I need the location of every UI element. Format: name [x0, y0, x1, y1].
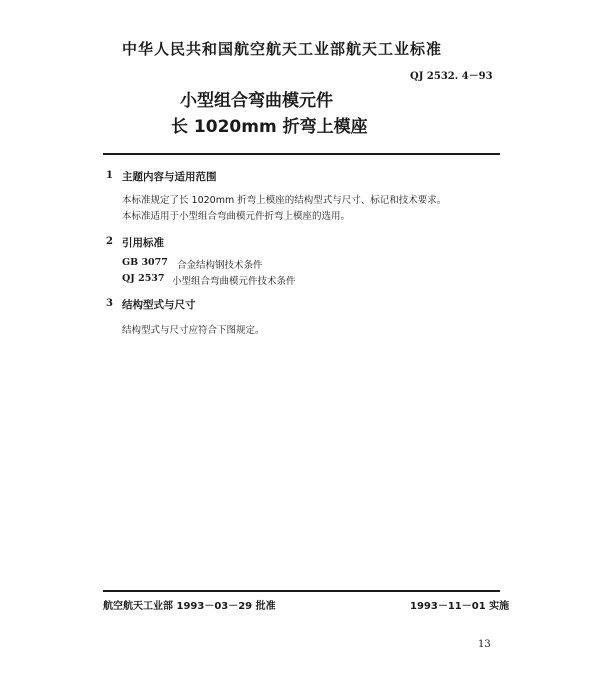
section-1-paragraph: 本标准适用于小型组合弯曲模元件折弯上模座的选用。	[122, 211, 351, 222]
document-title-line1: 小型组合弯曲模元件	[180, 91, 333, 111]
section-3-title: 结构型式与尺寸	[122, 299, 196, 311]
reference-name: 小型组合弯曲模元件技术条件	[172, 276, 296, 287]
document-title-line2: 长 1020mm 折弯上模座	[171, 117, 368, 137]
approval-note: 航空航天工业部 1993－03－29 批准	[103, 601, 276, 612]
section-3-paragraph: 结构型式与尺寸应符合下图规定。	[122, 325, 265, 336]
section-1-title: 主题内容与适用范围	[122, 171, 217, 183]
page-number: 13	[478, 639, 491, 650]
section-2-title: 引用标准	[122, 237, 164, 249]
section-3-number: 3	[106, 298, 113, 309]
header-divider	[103, 153, 500, 155]
footer-divider	[103, 590, 500, 592]
reference-code: QJ 2537	[122, 273, 165, 284]
implementation-date: 1993－11－01 实施	[410, 601, 510, 612]
section-1-paragraph: 本标准规定了长 1020mm 折弯上模座的结构型式与尺寸、标记和技术要求。	[122, 195, 447, 206]
reference-code: GB 3077	[122, 257, 168, 268]
section-1-number: 1	[106, 170, 113, 181]
section-2-number: 2	[106, 236, 113, 247]
standard-number: QJ 2532. 4－93	[410, 71, 493, 82]
issuing-organization: 中华人民共和国航空航天工业部航天工业标准	[122, 40, 443, 58]
reference-name: 合金结构钢技术条件	[177, 260, 263, 271]
